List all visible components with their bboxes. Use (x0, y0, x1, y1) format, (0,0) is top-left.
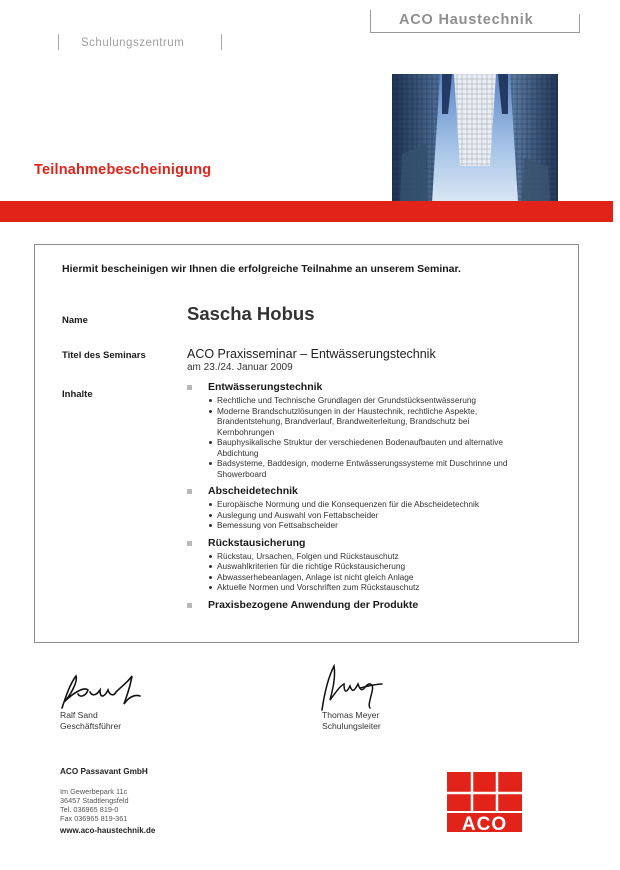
signature-right (316, 662, 386, 712)
list-item: Rückstau, Ursachen, Folgen und Rückstauschutz (208, 551, 517, 562)
topic-title: Entwässerungstechnik (208, 381, 323, 393)
address-fax: Fax 036965 819-361 (60, 814, 128, 823)
list-item: Moderne Brandschutzlösungen in der Haustechnik, rechtliche Aspekte, Brandentstehung, Brandverlauf, Brandweiterleitung, Brandschutz bei Kernbohrungen (208, 406, 517, 438)
aco-logo (447, 772, 522, 832)
address-street: Im Gewerbepark 11c (60, 787, 128, 796)
participant-name: Sascha Hobus (187, 303, 315, 324)
list-item: Badsysteme, Baddesign, moderne Entwässerungssysteme mit Duschrinne und Showerboard (208, 458, 517, 479)
topic-items (187, 551, 517, 593)
address-phone: Tel. 036965 819-0 (60, 805, 119, 814)
intro-statement: Hiermit bescheinigen wir Ihnen die erfolgreiche Teilnahme an unserem Seminar. (62, 263, 461, 275)
topic-drainage (187, 381, 517, 479)
list-item: Europäische Normung und die Konsequenzen für die Abscheidetechnik (208, 499, 517, 510)
company-address (60, 787, 129, 823)
seminar-label: Titel des Seminars (62, 350, 146, 361)
training-center-label: Schulungszentrum (58, 34, 222, 50)
red-banner (0, 201, 613, 222)
topic-list (187, 381, 517, 618)
topic-items (187, 395, 517, 479)
company-name: ACO Passavant GmbH (60, 767, 148, 776)
topic-practical (187, 599, 517, 612)
list-item: Aktuelle Normen und Vorschriften zum Rückstauschutz (208, 582, 517, 593)
seminar-title: ACO Praxisseminar – Entwässerungstechnik (187, 347, 436, 361)
square-bullet-icon (187, 541, 192, 546)
signatory-role-right: Schulungsleiter (322, 721, 381, 731)
topic-title: Rückstausicherung (208, 536, 306, 549)
list-item: Bemessung von Fettsabscheider (208, 520, 517, 531)
square-bullet-icon (187, 603, 192, 608)
topic-backflow (187, 537, 517, 593)
website-link[interactable]: www.aco-haustechnik.de (60, 826, 156, 835)
brand-name: ACO Haustechnik (370, 10, 580, 32)
square-bullet-icon (187, 385, 192, 390)
list-item: Auswahlkriterien für die richtige Rückstausicherung (208, 561, 517, 572)
topic-items (187, 499, 517, 531)
list-item: Auslegung und Auswahl von Fettabscheider (208, 510, 517, 521)
square-bullet-icon (187, 489, 192, 494)
signatory-role-left: Geschäftsführer (60, 721, 122, 731)
address-city: 36457 Stadtlengsfeld (60, 796, 129, 805)
topic-title: Abscheidetechnik (208, 485, 298, 497)
list-item: Abwasserhebeanlagen, Anlage ist nicht gleich Anlage (208, 572, 517, 583)
contents-label: Inhalte (62, 389, 93, 400)
signatory-name-right: Thomas Meyer (322, 710, 380, 720)
brand-underline (370, 32, 580, 33)
signature-left (56, 672, 146, 712)
svg-text:ACO: ACO (461, 814, 508, 832)
seminar-date: am 23./24. Januar 2009 (187, 362, 293, 373)
certificate-title: Teilnahmebescheinigung (34, 162, 212, 178)
list-item: Bauphysikalische Struktur der verschiedenen Bodenaufbauten und alternative Abdichtung (208, 437, 517, 458)
signatory-name-left: Ralf Sand (60, 710, 98, 720)
skyscraper-photo (392, 74, 558, 202)
list-item: Rechtliche und Technische Grundlagen der Grundstücksentwässerung (208, 395, 517, 406)
name-label: Name (62, 315, 88, 326)
topic-separators (187, 485, 517, 531)
topic-title: Praxisbezogene Anwendung der Produkte (208, 598, 419, 611)
brand-right-tick (579, 14, 580, 32)
